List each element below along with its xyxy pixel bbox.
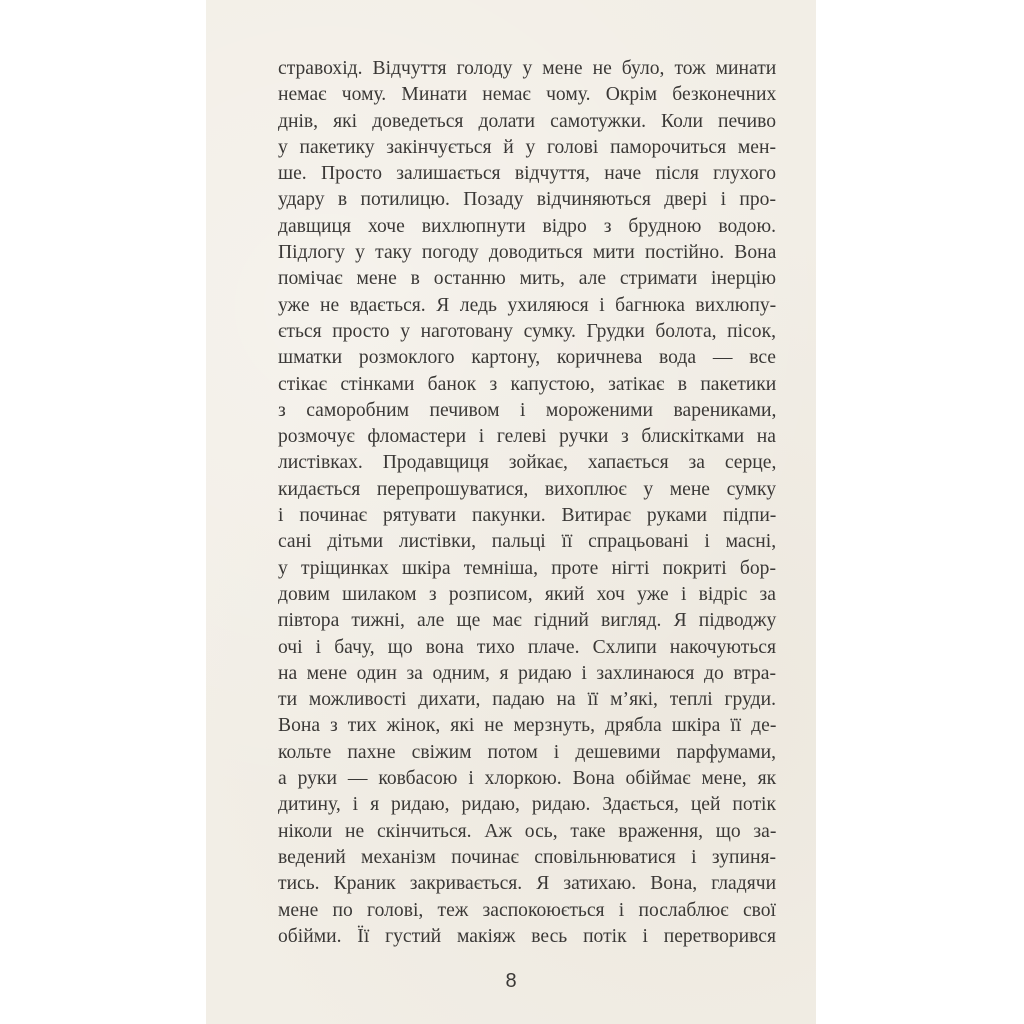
text-line: у тріщинках шкіра темніша, проте нігті покриті бор-	[278, 557, 776, 579]
text-line: Вона з тих жінок, які не мерзнуть, дрябла шкіра її де-	[278, 715, 777, 737]
text-line: і починає рятувати пакунки. Витирає руками підпи-	[278, 505, 777, 527]
text-line: розмочує фломастери і гелеві ручки з блискітками на	[278, 426, 776, 448]
text-line: стравохід. Відчуття голоду у мене не було, тож минати	[278, 58, 777, 79]
text-line: тись. Краник закривається. Я затихаю. Вона, гладячи	[278, 873, 777, 895]
text-line: днів, які доведеться долати самотужки. Коли печиво	[278, 110, 776, 132]
text-line: Підлогу у таку погоду доводиться мити постійно. Вона	[278, 242, 777, 264]
text-line: очі і бачу, що вона тихо плаче. Схлипи накочуються	[278, 636, 776, 658]
text-line: сані дітьми листівки, пальці її спрацьовані і масні,	[278, 531, 777, 553]
text-line: шматки розмоклого картону, коричнева вода — все	[278, 347, 776, 369]
text-line: у пакетику закінчується й у голові паморочиться мен-	[278, 136, 776, 158]
body-text	[278, 56, 776, 950]
text-line: ше. Просто залишається відчуття, наче після глухого	[278, 163, 776, 185]
book-page	[206, 0, 816, 1024]
text-line: давщиця хоче вихлюпнути відро з брудною водою.	[278, 215, 776, 237]
text-line: ніколи не скінчиться. Аж ось, таке враження, що за-	[278, 820, 777, 842]
text-line: удару в потилицю. Позаду відчиняються двері і про-	[278, 189, 776, 211]
text-line: довим шилаком з розписом, який хоч уже і відріс за	[278, 583, 776, 605]
text-line: листівках. Продавщиця зойкає, хапається за серце,	[278, 452, 777, 474]
text-line: уже не вдається. Я ледь ухиляюся і багнюка вихлюпу-	[278, 294, 777, 316]
text-line: кольте пахне свіжим потом і дешевими парфумами,	[278, 741, 776, 763]
text-line: помічає мене в останню мить, але стримати інерцію	[278, 268, 776, 290]
text-line: на мене один за одним, я ридаю і захлинаюся до втра-	[278, 662, 776, 684]
text-line: дитину, і я ридаю, ридаю, ридаю. Здається, цей потік	[278, 794, 776, 816]
text-line: стікає стінками банок з капустою, затікає в пакетики	[278, 373, 777, 395]
text-line: обійми. Її густий макіяж весь потік і перетворився	[278, 925, 776, 947]
text-line: ється просто у наготовану сумку. Грудки болота, пісок,	[278, 320, 776, 342]
text-line: з саморобним печивом і мороженими варениками,	[278, 399, 777, 421]
text-line: немає чому. Минати немає чому. Окрім безконечних	[278, 84, 777, 106]
text-line: півтора тижні, але ще має гідний вигляд. Я підводжу	[278, 610, 777, 632]
text-line: ведений механізм починає сповільнюватися і зупиня-	[278, 846, 776, 868]
text-line: ти можливості дихати, падаю на її м’які, теплі груди.	[278, 689, 776, 711]
text-line: мене по голові, теж заспокоюється і послаблює свої	[278, 899, 776, 921]
text-line: кидається перепрошуватися, вихоплює у мене сумку	[278, 478, 776, 500]
page-number: 8	[505, 970, 517, 992]
text-line: а руки — ковбасою і хлоркою. Вона обіймає мене, як	[278, 768, 777, 790]
